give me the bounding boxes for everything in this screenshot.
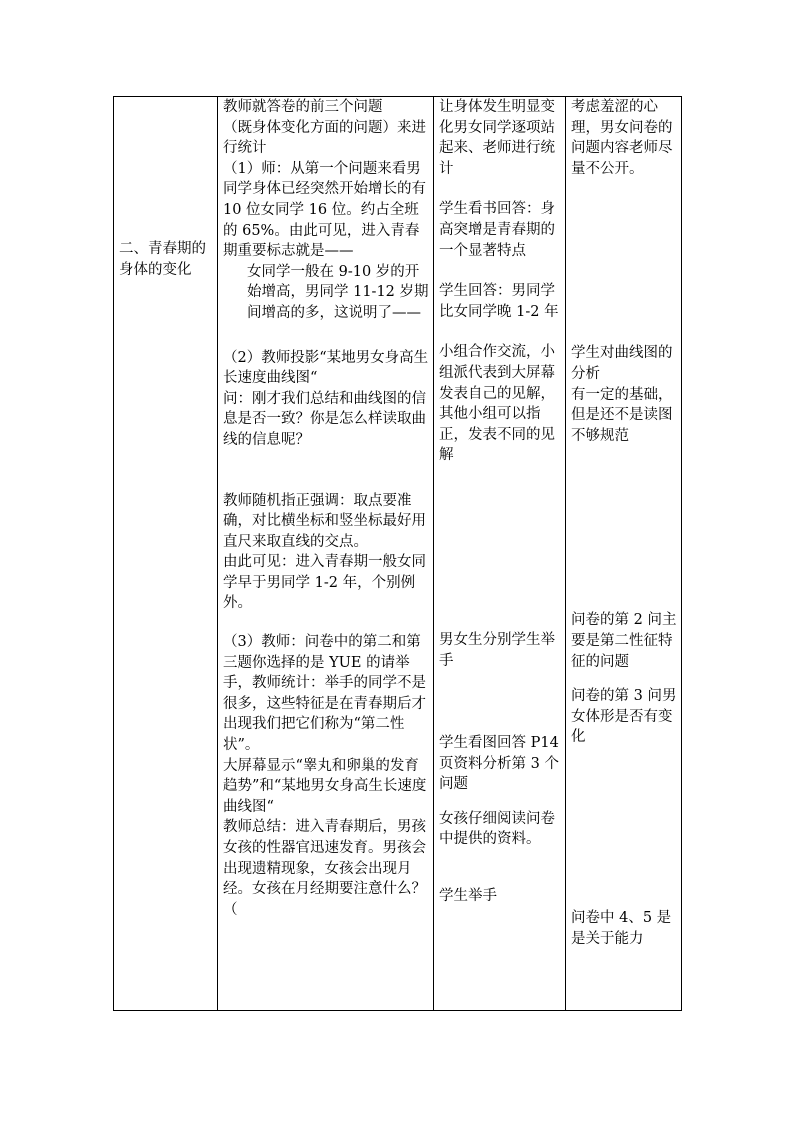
student-text-8: 学生举手 xyxy=(439,888,497,905)
teacher-text-4: 女同学一般在 9-10 岁的开始增高，男同学 11-12 岁期间增高的多，这说明了—— xyxy=(247,263,429,321)
student-text-6: 学生看图回答 P14 页资料分析第 3 个问题 xyxy=(439,735,559,793)
section-title-cell xyxy=(114,97,218,1011)
lesson-plan-table xyxy=(113,96,682,1011)
teacher-text-3: （1）师：从第一个问题来看男同学身体已经突然开始增长的有 10 位女同学 16 位。约占全班的 65%。由此可见，进入青春期重要标志就是—— xyxy=(223,160,426,260)
note-text-2: 学生对曲线图的分析 xyxy=(571,345,673,382)
note-text-5: 问卷的第 3 问男女体形是否有变化 xyxy=(571,688,677,746)
section-title: 二、青春期的身体的变化 xyxy=(119,241,206,278)
teacher-text-12: （ xyxy=(223,901,238,918)
teacher-text-11: 教师总结：进入青春期后，男孩女孩的性器官迅速发育。男孩会出现遗精现象，女孩会出现月经。女孩在月经期要注意什么？ xyxy=(223,819,426,898)
note-text-1: 考虑羞涩的心理，男女问卷的问题内容老师尽量不公开。 xyxy=(571,99,673,177)
note-text-4: 问卷的第 2 问主要是第二性征特征的问题 xyxy=(571,612,677,670)
teacher-text-10: 大屏幕显示“睾丸和卵巢的发育趋势”和“某地男女身高生长速度曲线图“ xyxy=(223,757,427,815)
student-text-1: 让身体发生明显变化男女同学逐项站起来、老师进行统计 xyxy=(439,99,555,177)
student-text-5: 男女生分别学生举手 xyxy=(439,631,555,669)
teacher-text-8: 由此可见：进入青春期一般女同学早于男同学 1-2 年，个别例外。 xyxy=(223,554,426,612)
teacher-text-2: （既身体变化方面的问题）来进行统计 xyxy=(223,119,426,157)
student-text-7: 女孩仔细阅读问卷中提供的资料。 xyxy=(439,810,555,848)
note-text-3: 有一定的基础，但是还不是读图不够规范 xyxy=(571,386,673,444)
student-text-4: 小组合作交流，小组派代表到大屏幕发表自己的见解，其他小组可以指正，发表不同的见解 xyxy=(439,344,555,464)
design-notes-cell xyxy=(566,97,682,1011)
teacher-activity-cell xyxy=(218,97,434,1011)
teacher-text-5: （2）教师投影“某地男女身高生长速度曲线图“ xyxy=(223,349,429,387)
teacher-text-1: 教师就答卷的前三个问题 xyxy=(223,99,383,115)
table-row xyxy=(114,97,682,1011)
teacher-text-9: （3）教师：问卷中的第二和第三题你选择的是 YUE 的请举手，教师统计：举手的同学不是很多，这些特征是在青春期后才出现我们把它们称为“第二性状”。 xyxy=(223,634,426,754)
teacher-text-6: 问：刚才我们总结和曲线图的信息是否一致？你是怎么样读取曲线的信息呢？ xyxy=(223,390,426,448)
student-text-3: 学生回答：男同学比女同学晚 1-2 年 xyxy=(439,283,559,320)
student-text-2: 学生看书回答：身高突增是青春期的一个显著特点 xyxy=(439,201,555,259)
teacher-text-7: 教师随机指正强调：取点要准确，对比横坐标和竖坐标最好用直尺来取直线的交点。 xyxy=(223,492,426,550)
student-activity-cell xyxy=(434,97,566,1011)
note-text-6: 问卷中 4、5 是是关于能力 xyxy=(571,909,672,947)
